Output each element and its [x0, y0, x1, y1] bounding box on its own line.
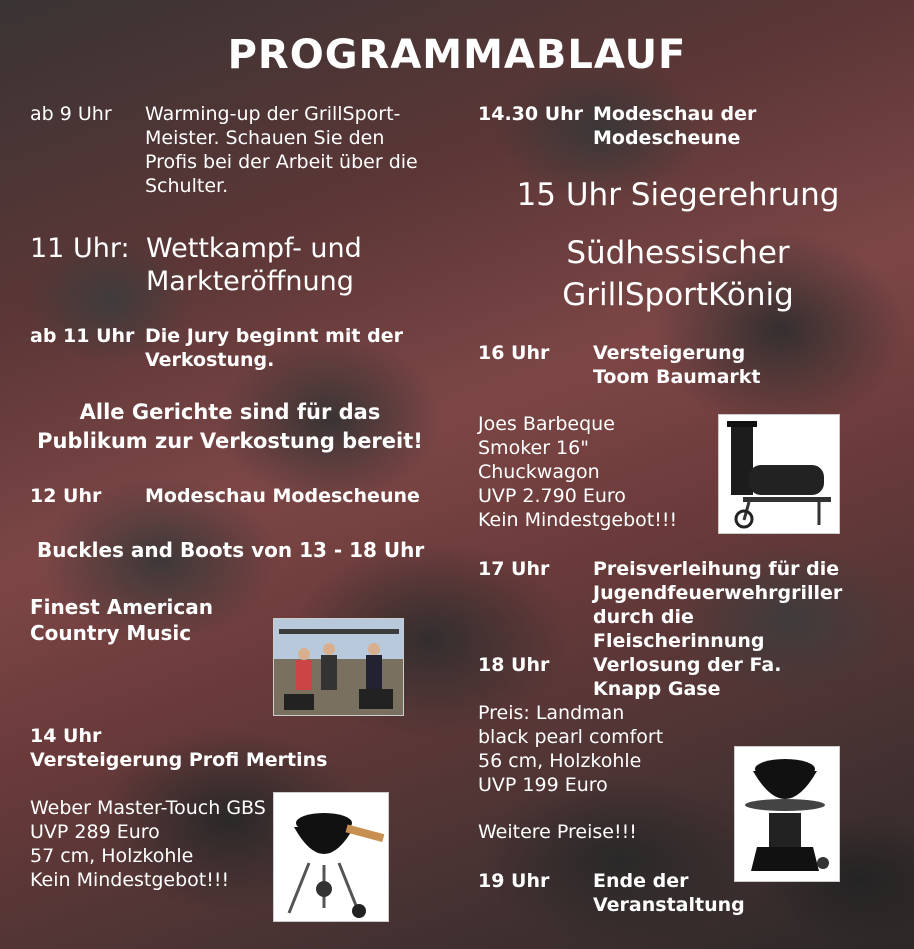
text-modeschau: Modeschau Modescheune [145, 485, 420, 507]
time-9: ab 9 Uhr [30, 103, 112, 125]
landman-grill-image [734, 746, 840, 882]
joes-text: Joes Barbeque Smoker 16" Chuckwagon UVP 2.790 Euro Kein Mindestgebot!!! [478, 413, 678, 531]
band-photo [273, 618, 404, 716]
time-14-30: 14.30 Uhr [478, 103, 584, 125]
text-preisverleihung: Preisverleihung für die Jugendfeuerwehrgriller durch die Fleischerinnung [593, 558, 843, 652]
text-jury: Die Jury beginnt mit der Verkostung. [145, 325, 403, 371]
award-title: Südhessischer GrillSportKönig [562, 235, 794, 313]
smoker-image [718, 414, 840, 534]
more-prizes: Weitere Preise!!! [478, 821, 637, 843]
time-12: 12 Uhr [30, 485, 102, 507]
text-mertins: Versteigerung Profi Mertins [30, 749, 328, 771]
time-ab-11: ab 11 Uhr [30, 325, 135, 347]
time-14: 14 Uhr [30, 725, 102, 747]
text-verlosung: Verlosung der Fa. Knapp Gase [593, 654, 782, 700]
time-11: 11 Uhr: [30, 233, 130, 264]
time-19: 19 Uhr [478, 870, 550, 892]
music-text: Finest American Country Music [30, 595, 213, 645]
text-modeschau-2: Modeschau der Modescheune [593, 103, 757, 149]
notice-tasting: Alle Gerichte sind für das Publikum zur Verkostung bereit! [37, 400, 423, 453]
text-ende: Ende der Veranstaltung [593, 870, 745, 916]
buckles-heading: Buckles and Boots von 13 - 18 Uhr [37, 538, 425, 562]
page-title: PROGRAMMABLAUF [227, 32, 687, 78]
time-17: 17 Uhr [478, 558, 550, 580]
time-18: 18 Uhr [478, 654, 550, 676]
time-16: 16 Uhr [478, 342, 550, 364]
prize-text: Preis: Landman black pearl comfort 56 cm, Holzkohle UVP 199 Euro [478, 702, 664, 796]
award-heading: 15 Uhr Siegerehrung [516, 177, 840, 213]
weber-grill-image [273, 792, 389, 922]
text-warmup: Warming-up der GrillSport-Meister. Schauen Sie den Profis bei der Arbeit über die Schulter. [145, 103, 418, 197]
text-toom: Versteigerung Toom Baumarkt [593, 342, 761, 388]
text-wettkampf: Wettkampf- und Markteröffnung [146, 233, 362, 297]
weber-text: Weber Master-Touch GBS UVP 289 Euro 57 cm, Holzkohle Kein Mindestgebot!!! [30, 797, 266, 891]
